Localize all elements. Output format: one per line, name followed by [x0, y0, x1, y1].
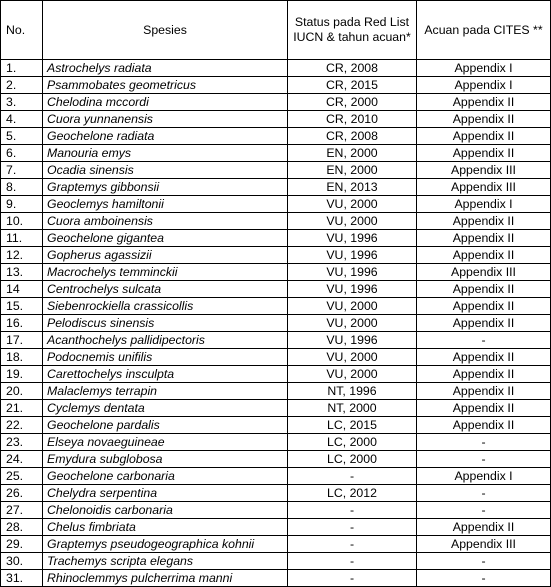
cell-species: Geoclemys hamiltonii — [43, 196, 288, 213]
cell-iucn-status: - — [288, 536, 417, 553]
cell-iucn-status: LC, 2000 — [288, 434, 417, 451]
table-row — [1, 536, 551, 553]
cell-no: 7. — [1, 162, 43, 179]
cell-no: 4. — [1, 111, 43, 128]
cell-species: Gopherus agassizii — [43, 247, 288, 264]
cell-cites: Appendix II — [417, 94, 551, 111]
cell-species: Macrochelys temminckii — [43, 264, 288, 281]
cell-cites: Appendix II — [417, 298, 551, 315]
cell-no: 11. — [1, 230, 43, 247]
cell-cites: Appendix II — [417, 366, 551, 383]
cell-species: Psammobates geometricus — [43, 77, 288, 94]
cell-no: 9. — [1, 196, 43, 213]
cell-iucn-status: LC, 2000 — [288, 451, 417, 468]
cell-species: Podocnemis unifilis — [43, 349, 288, 366]
header-no: No. — [1, 1, 43, 60]
cell-cites: Appendix II — [417, 315, 551, 332]
cell-iucn-status: - — [288, 519, 417, 536]
cell-iucn-status: CR, 2008 — [288, 128, 417, 145]
cell-species: Graptemys gibbonsii — [43, 179, 288, 196]
cell-species: Chelydra serpentina — [43, 485, 288, 502]
cell-cites: Appendix III — [417, 162, 551, 179]
cell-iucn-status: - — [288, 553, 417, 570]
cell-cites: - — [417, 485, 551, 502]
cell-iucn-status: - — [288, 502, 417, 519]
cell-species: Carettochelys insculpta — [43, 366, 288, 383]
cell-cites: Appendix II — [417, 145, 551, 162]
cell-species: Rhinoclemmys pulcherrima manni — [43, 570, 288, 587]
cell-cites: Appendix I — [417, 196, 551, 213]
table-row — [1, 383, 551, 400]
cell-iucn-status: NT, 1996 — [288, 383, 417, 400]
table-row — [1, 417, 551, 434]
cell-no: 26. — [1, 485, 43, 502]
cell-iucn-status: VU, 2000 — [288, 196, 417, 213]
cell-cites: Appendix II — [417, 213, 551, 230]
cell-iucn-status: LC, 2015 — [288, 417, 417, 434]
cell-iucn-status: VU, 2000 — [288, 315, 417, 332]
table-row — [1, 468, 551, 485]
cell-cites: - — [417, 570, 551, 587]
table-row — [1, 162, 551, 179]
cell-species: Trachemys scripta elegans — [43, 553, 288, 570]
cell-no: 19. — [1, 366, 43, 383]
cell-species: Cuora yunnanensis — [43, 111, 288, 128]
table-row — [1, 366, 551, 383]
cell-no: 5. — [1, 128, 43, 145]
table-row — [1, 247, 551, 264]
table-row — [1, 179, 551, 196]
cell-species: Chelus fimbriata — [43, 519, 288, 536]
cell-cites: Appendix II — [417, 281, 551, 298]
table-row — [1, 553, 551, 570]
table-row — [1, 502, 551, 519]
cell-iucn-status: - — [288, 468, 417, 485]
cell-no: 10. — [1, 213, 43, 230]
table-row — [1, 196, 551, 213]
header-cites: Acuan pada CITES ** — [417, 1, 551, 60]
cell-cites: Appendix II — [417, 349, 551, 366]
cell-iucn-status: VU, 1996 — [288, 264, 417, 281]
cell-no: 24. — [1, 451, 43, 468]
table-row — [1, 451, 551, 468]
header-row — [1, 1, 551, 60]
cell-species: Manouria emys — [43, 145, 288, 162]
table-header — [1, 1, 551, 60]
cell-species: Malaclemys terrapin — [43, 383, 288, 400]
cell-cites: - — [417, 451, 551, 468]
cell-no: 27. — [1, 502, 43, 519]
cell-no: 16. — [1, 315, 43, 332]
cell-iucn-status: EN, 2000 — [288, 145, 417, 162]
cell-no: 3. — [1, 94, 43, 111]
header-species: Spesies — [43, 1, 288, 60]
cell-species: Pelodiscus sinensis — [43, 315, 288, 332]
cell-no: 25. — [1, 468, 43, 485]
cell-cites: Appendix III — [417, 179, 551, 196]
cell-no: 31. — [1, 570, 43, 587]
header-iucn-status: Status pada Red List IUCN & tahun acuan* — [288, 1, 417, 60]
cell-species: Geochelone gigantea — [43, 230, 288, 247]
cell-no: 8. — [1, 179, 43, 196]
cell-cites: Appendix I — [417, 60, 551, 77]
cell-species: Cyclemys dentata — [43, 400, 288, 417]
cell-species: Ocadia sinensis — [43, 162, 288, 179]
cell-no: 21. — [1, 400, 43, 417]
cell-species: Astrochelys radiata — [43, 60, 288, 77]
cell-cites: Appendix II — [417, 128, 551, 145]
table-row — [1, 349, 551, 366]
cell-no: 13. — [1, 264, 43, 281]
table-row — [1, 213, 551, 230]
table-row — [1, 485, 551, 502]
cell-cites: - — [417, 434, 551, 451]
table-body — [1, 60, 551, 587]
cell-cites: Appendix III — [417, 536, 551, 553]
cell-iucn-status: VU, 1996 — [288, 332, 417, 349]
table-row — [1, 94, 551, 111]
cell-no: 2. — [1, 77, 43, 94]
table-row — [1, 230, 551, 247]
table-row — [1, 434, 551, 451]
cell-cites: Appendix I — [417, 77, 551, 94]
cell-iucn-status: CR, 2000 — [288, 94, 417, 111]
cell-iucn-status: VU, 1996 — [288, 281, 417, 298]
table-row — [1, 570, 551, 587]
cell-cites: Appendix II — [417, 111, 551, 128]
cell-iucn-status: VU, 2000 — [288, 366, 417, 383]
cell-no: 20. — [1, 383, 43, 400]
table-row — [1, 60, 551, 77]
cell-no: 17. — [1, 332, 43, 349]
cell-species: Geochelone pardalis — [43, 417, 288, 434]
cell-iucn-status: CR, 2008 — [288, 60, 417, 77]
cell-iucn-status: EN, 2013 — [288, 179, 417, 196]
cell-iucn-status: VU, 2000 — [288, 349, 417, 366]
cell-species: Chelodina mccordi — [43, 94, 288, 111]
cell-iucn-status: VU, 1996 — [288, 247, 417, 264]
cell-cites: - — [417, 502, 551, 519]
cell-no: 14 — [1, 281, 43, 298]
cell-cites: - — [417, 553, 551, 570]
cell-cites: Appendix II — [417, 417, 551, 434]
cell-species: Emydura subglobosa — [43, 451, 288, 468]
cell-no: 15. — [1, 298, 43, 315]
cell-iucn-status: VU, 2000 — [288, 298, 417, 315]
cell-species: Chelonoidis carbonaria — [43, 502, 288, 519]
table-row — [1, 281, 551, 298]
cell-no: 30. — [1, 553, 43, 570]
table-row — [1, 400, 551, 417]
cell-species: Cuora amboinensis — [43, 213, 288, 230]
cell-cites: Appendix II — [417, 230, 551, 247]
cell-iucn-status: CR, 2010 — [288, 111, 417, 128]
table-row — [1, 111, 551, 128]
cell-cites: Appendix II — [417, 383, 551, 400]
cell-species: Elseya novaeguineae — [43, 434, 288, 451]
table-row — [1, 128, 551, 145]
table-row — [1, 519, 551, 536]
cell-cites: Appendix I — [417, 468, 551, 485]
table-row — [1, 264, 551, 281]
cell-iucn-status: - — [288, 570, 417, 587]
cell-no: 23. — [1, 434, 43, 451]
cell-no: 29. — [1, 536, 43, 553]
cell-cites: Appendix III — [417, 264, 551, 281]
cell-iucn-status: LC, 2012 — [288, 485, 417, 502]
cell-species: Acanthochelys pallidipectoris — [43, 332, 288, 349]
cell-no: 1. — [1, 60, 43, 77]
cell-species: Geochelone radiata — [43, 128, 288, 145]
table-row — [1, 315, 551, 332]
cell-no: 6. — [1, 145, 43, 162]
table-row — [1, 145, 551, 162]
cell-species: Graptemys pseudogeographica kohnii — [43, 536, 288, 553]
table-row — [1, 332, 551, 349]
cell-cites: - — [417, 332, 551, 349]
cell-cites: Appendix II — [417, 247, 551, 264]
cell-iucn-status: CR, 2015 — [288, 77, 417, 94]
cell-species: Geochelone carbonaria — [43, 468, 288, 485]
cell-no: 18. — [1, 349, 43, 366]
cell-cites: Appendix II — [417, 519, 551, 536]
cell-no: 22. — [1, 417, 43, 434]
cell-iucn-status: NT, 2000 — [288, 400, 417, 417]
cell-iucn-status: VU, 2000 — [288, 213, 417, 230]
cell-no: 28. — [1, 519, 43, 536]
cell-species: Siebenrockiella crassicollis — [43, 298, 288, 315]
table-row — [1, 77, 551, 94]
cell-iucn-status: EN, 2000 — [288, 162, 417, 179]
cell-species: Centrochelys sulcata — [43, 281, 288, 298]
cell-no: 12. — [1, 247, 43, 264]
cell-cites: Appendix II — [417, 400, 551, 417]
cell-iucn-status: VU, 1996 — [288, 230, 417, 247]
table-row — [1, 298, 551, 315]
